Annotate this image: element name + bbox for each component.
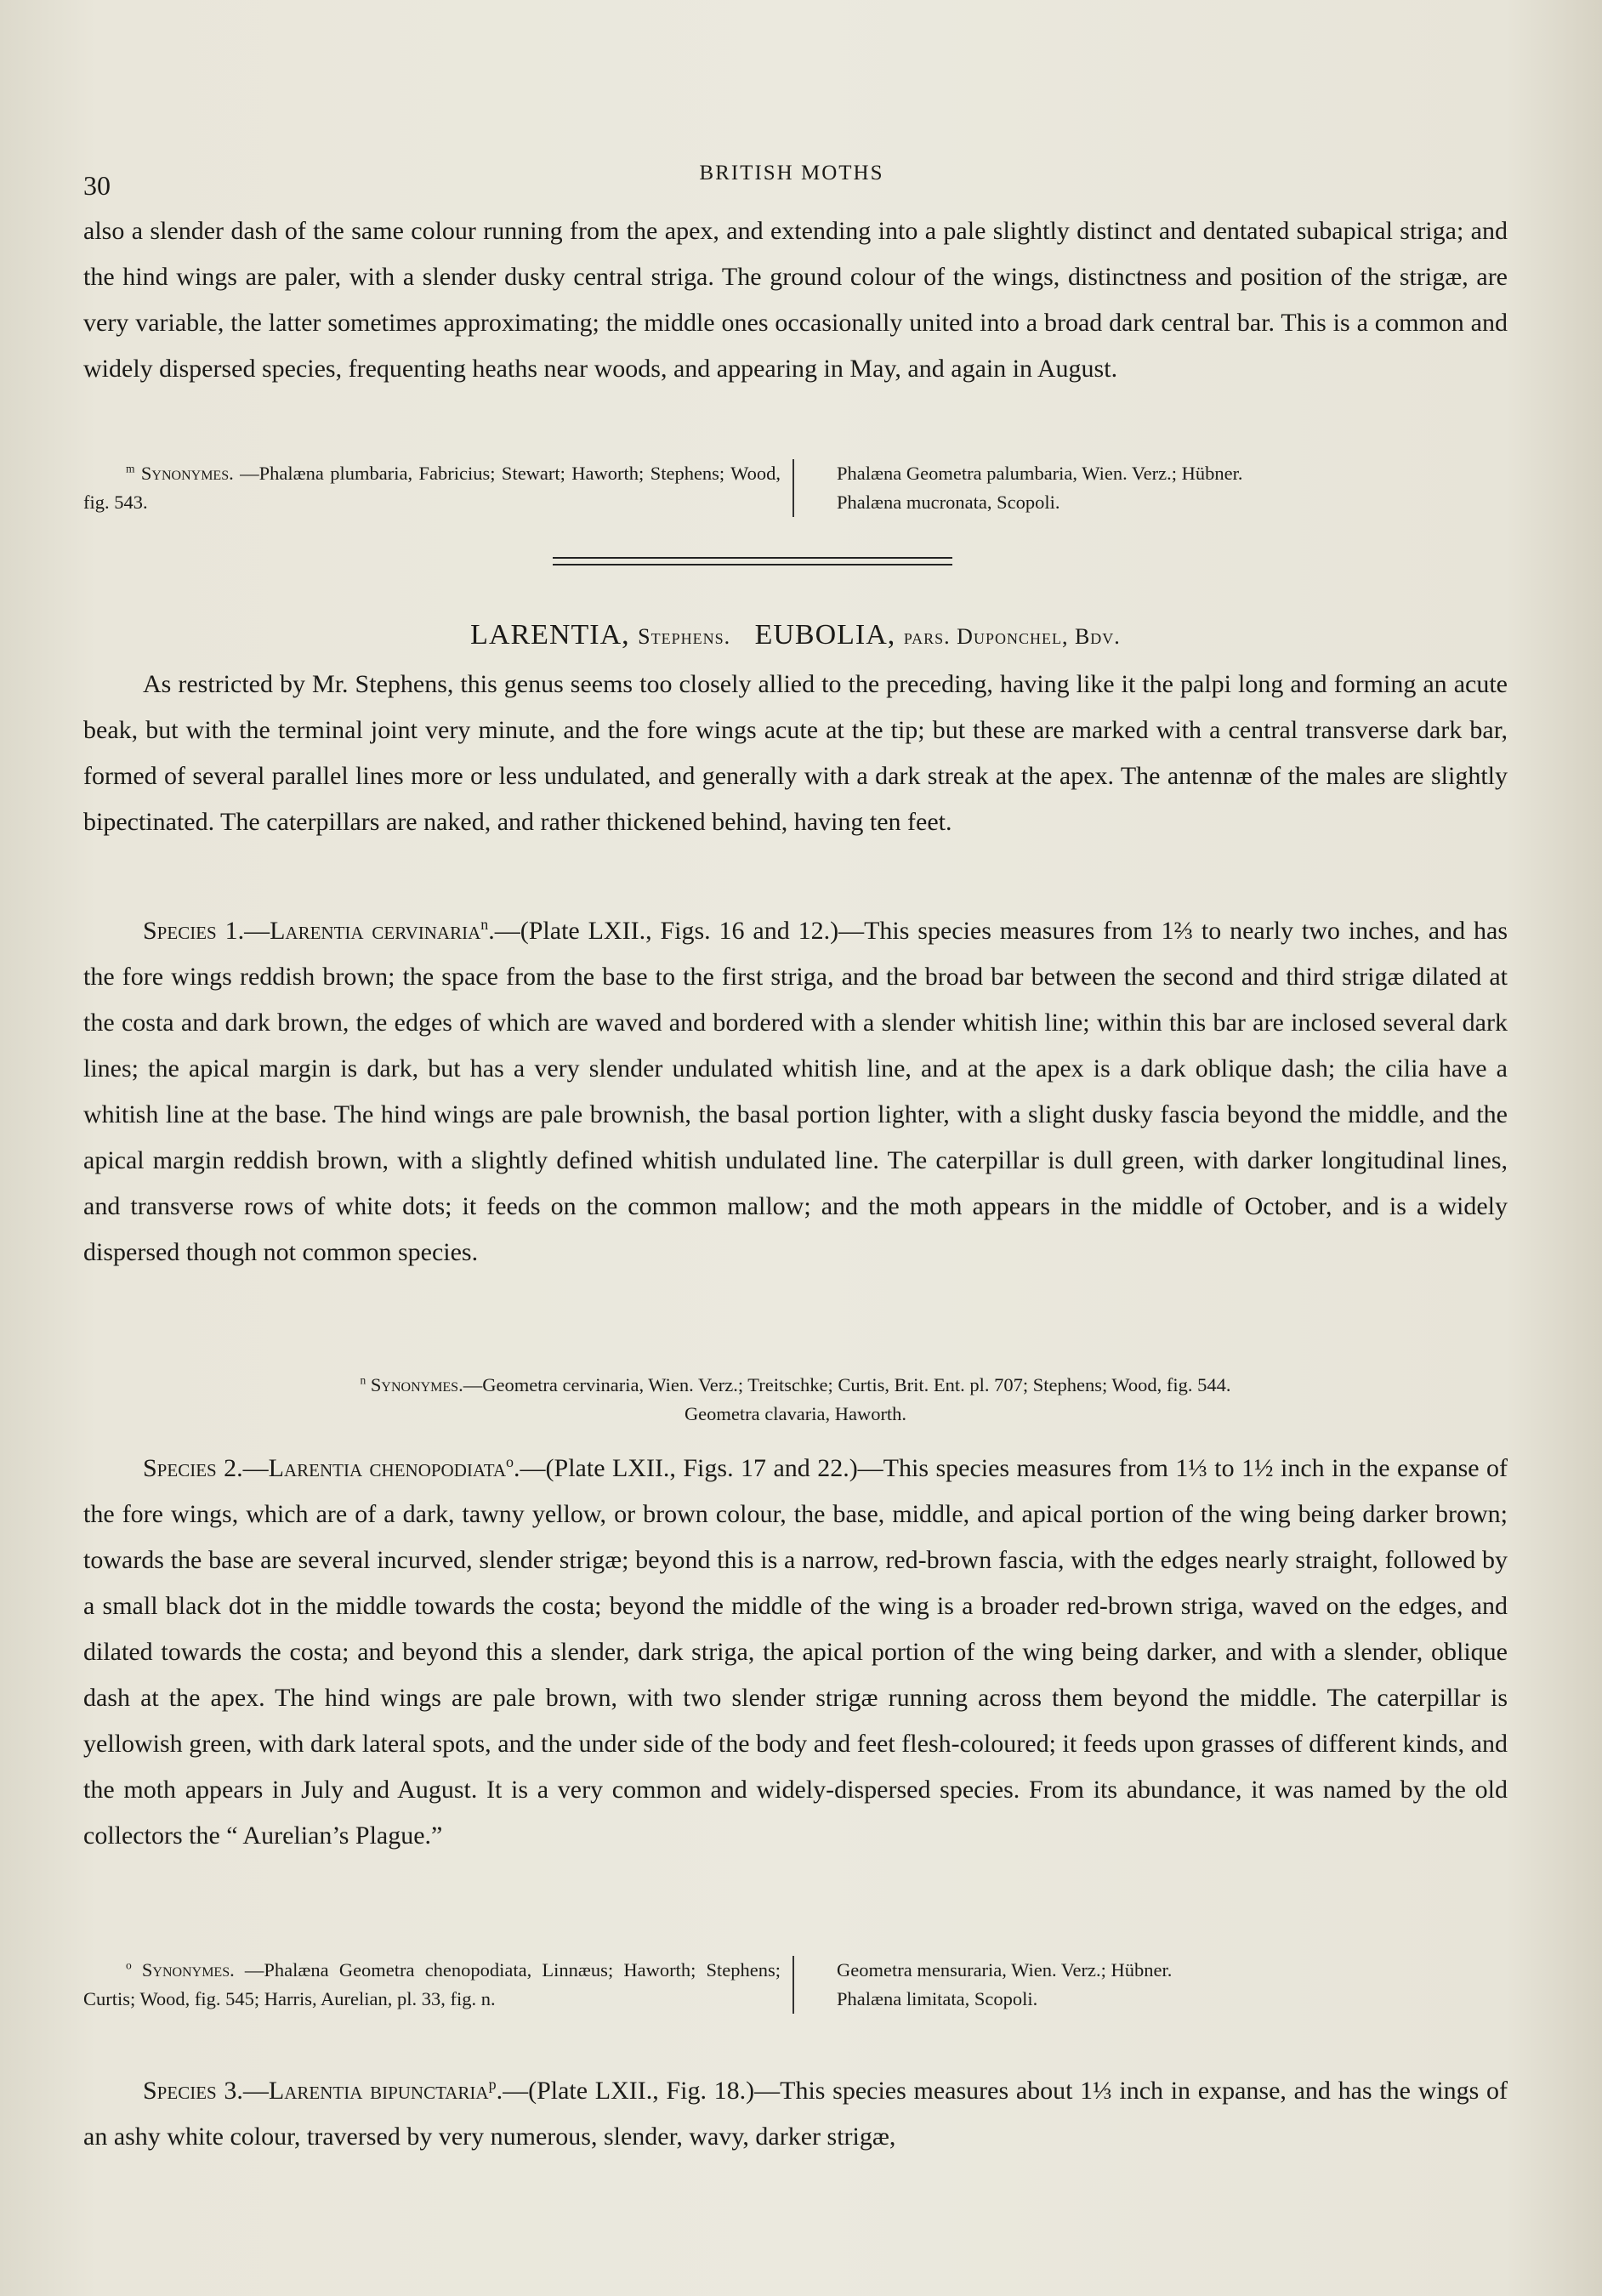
genus-description [83, 662, 1508, 845]
species-1-paragraph [83, 908, 1508, 1276]
section-rule [553, 557, 952, 565]
genus-name: LARENTIA, [470, 619, 630, 651]
genus-alt-author: pars. Duponchel, Bdv. [903, 624, 1121, 649]
species-3-heading: Species 3.—Larentia bipunctaria [143, 2077, 489, 2105]
intro-block [83, 208, 1508, 392]
species-2 [83, 1446, 1508, 1859]
genus-alt-name: EUBOLIA, [754, 619, 896, 651]
footnote-o [83, 1956, 1508, 2014]
species-2-mark: o [506, 1453, 514, 1470]
species-1-mark: n [480, 916, 489, 933]
species-3-text: .—(Plate LXII., Fig. 18.)—This species measures about 1⅓ inch in expanse, and has the wings of an ashy white colour, traversed by very numerous, slender, wavy, darker strigæ, [83, 2077, 1508, 2151]
footnote-m-right-2: Phalæna mucronata, Scopoli. [837, 492, 1060, 513]
footnote-o-label: Synonymes. [141, 1959, 235, 1981]
footnote-o-right-1: Geometra mensuraria, Wien. Verz.; Hübner. [837, 1959, 1173, 1981]
footnote-o-right-2: Phalæna limitata, Scopoli. [837, 1988, 1038, 2009]
footnote-m-right-1: Phalæna Geometra palumbaria, Wien. Verz.; Hübner. [837, 463, 1243, 484]
species-3-paragraph [83, 2068, 1508, 2160]
intro-paragraph: also a slender dash of the same colour running from the apex, and extending into a pale slightly distinct and dentated subapical striga; and the hind wings are paler, with a slender dusky central striga. The ground colour of the wings, distinctness and position of the strigæ, are very variable, the latter sometimes approximating; the middle ones occasionally united into a broad dark central bar. This is a common and widely dispersed species, frequenting heaths near woods, and appearing in May, and again in August. [83, 217, 1508, 383]
footnote-n-mark: n [360, 1373, 366, 1387]
species-2-text: .—(Plate LXII., Figs. 17 and 22.)—This species measures from 1⅓ to 1½ inch in the expanse of the fore wings, which are of a dark, tawny yellow, or brown colour, the base, middle, and apical portion of the wing being darker brown; towards the base are several incurved, slender strigæ; beyond this is a narrow, red-brown fascia, with the edges nearly straight, followed by a small black dot in the middle towards the costa; beyond the middle of the wing is a broader red-brown striga, waved on the edges, and dilated towards the costa; and beyond this a slender, dark striga, the apical portion of the wing being darker, and with a slender, oblique dash at the apex. The hind wings are pale brown, with two slender strigæ running across them beyond the middle. The caterpillar is yellowish green, with dark lateral spots, and the under side of the body and feet flesh-coloured; it feeds upon grasses of different kinds, and the moth appears in July and August. It is a very common and widely-dispersed species. From its abundance, it was named by the old collectors the “ Aurelian’s Plague.” [83, 1454, 1508, 1850]
page-number: 30 [83, 170, 111, 201]
running-title: BRITISH MOTHS [699, 162, 884, 185]
species-1-heading: Species 1.—Larentia cervinaria [143, 917, 481, 945]
genus-author: Stephens. [638, 624, 731, 649]
genus-paragraph: As restricted by Mr. Stephens, this genus seems too closely allied to the preceding, having like it the palpi long and forming an acute beak, but with the terminal joint very minute, and the fore wings acute at the tip; but these are marked with a central transverse dark bar, formed of several parallel lines more or less undulated, and generally with a dark streak at the apex. The antennæ of the males are slightly bipectinated. The caterpillars are naked, and rather thickened behind, having ten feet. [83, 670, 1508, 836]
species-2-heading: Species 2.—Larentia chenopodiata [143, 1454, 507, 1482]
species-3-mark: p [488, 2076, 497, 2093]
footnote-n-line-1 [83, 1371, 1508, 1400]
footnote-m-left: —Phalæna plumbaria, Fabricius; Stewart; Haworth; Stephens; Wood, fig. 543. [83, 463, 781, 513]
footnote-n-text-1: —Geometra cervinaria, Wien. Verz.; Treitschke; Curtis, Brit. Ent. pl. 707; Stephens; Wood, fig. 544. [463, 1374, 1231, 1395]
species-3 [83, 2068, 1508, 2160]
footnote-o-mark: o [126, 1958, 132, 1972]
page-header [83, 162, 1500, 201]
footnote-o-left: —Phalæna Geometra chenopodiata, Linnæus; Haworth; Stephens; Curtis; Wood, fig. 545; Harris, Aurelian, pl. 33, fig. n. [83, 1959, 781, 2009]
footnote-n [83, 1371, 1508, 1429]
genus-heading [83, 612, 1508, 660]
footnote-m-mark: m [126, 462, 135, 475]
species-2-paragraph [83, 1446, 1508, 1859]
species-1-text: .—(Plate LXII., Figs. 16 and 12.)—This species measures from 1⅔ to nearly two inches, and has the fore wings reddish brown; the space from the base to the first striga, and the broad bar between the second and third strigæ dilated at the costa and dark brown, the edges of which are waved and bordered with a slender whitish line; within this bar are inclosed several dark lines; the apical margin is dark, but has a very slender undulated whitish line, and at the apex is a dark oblique dash; the cilia have a whitish line at the base. The hind wings are pale brownish, the basal portion lighter, with a slight dusky fascia beyond the middle, and the apical margin reddish brown, with a slightly defined whitish undulated line. The caterpillar is dull green, with darker longitudinal lines, and transverse rows of white dots; it feeds on the common mallow; and the moth appears in the middle of October, and is a widely dispersed though not common species. [83, 917, 1508, 1266]
footnote-n-label: Synonymes. [370, 1374, 463, 1395]
footnote-m-label: Synonymes. [140, 463, 234, 484]
species-1 [83, 908, 1508, 1276]
footnote-n-line-2: Geometra clavaria, Haworth. [684, 1403, 907, 1424]
footnote-m [83, 459, 1508, 517]
